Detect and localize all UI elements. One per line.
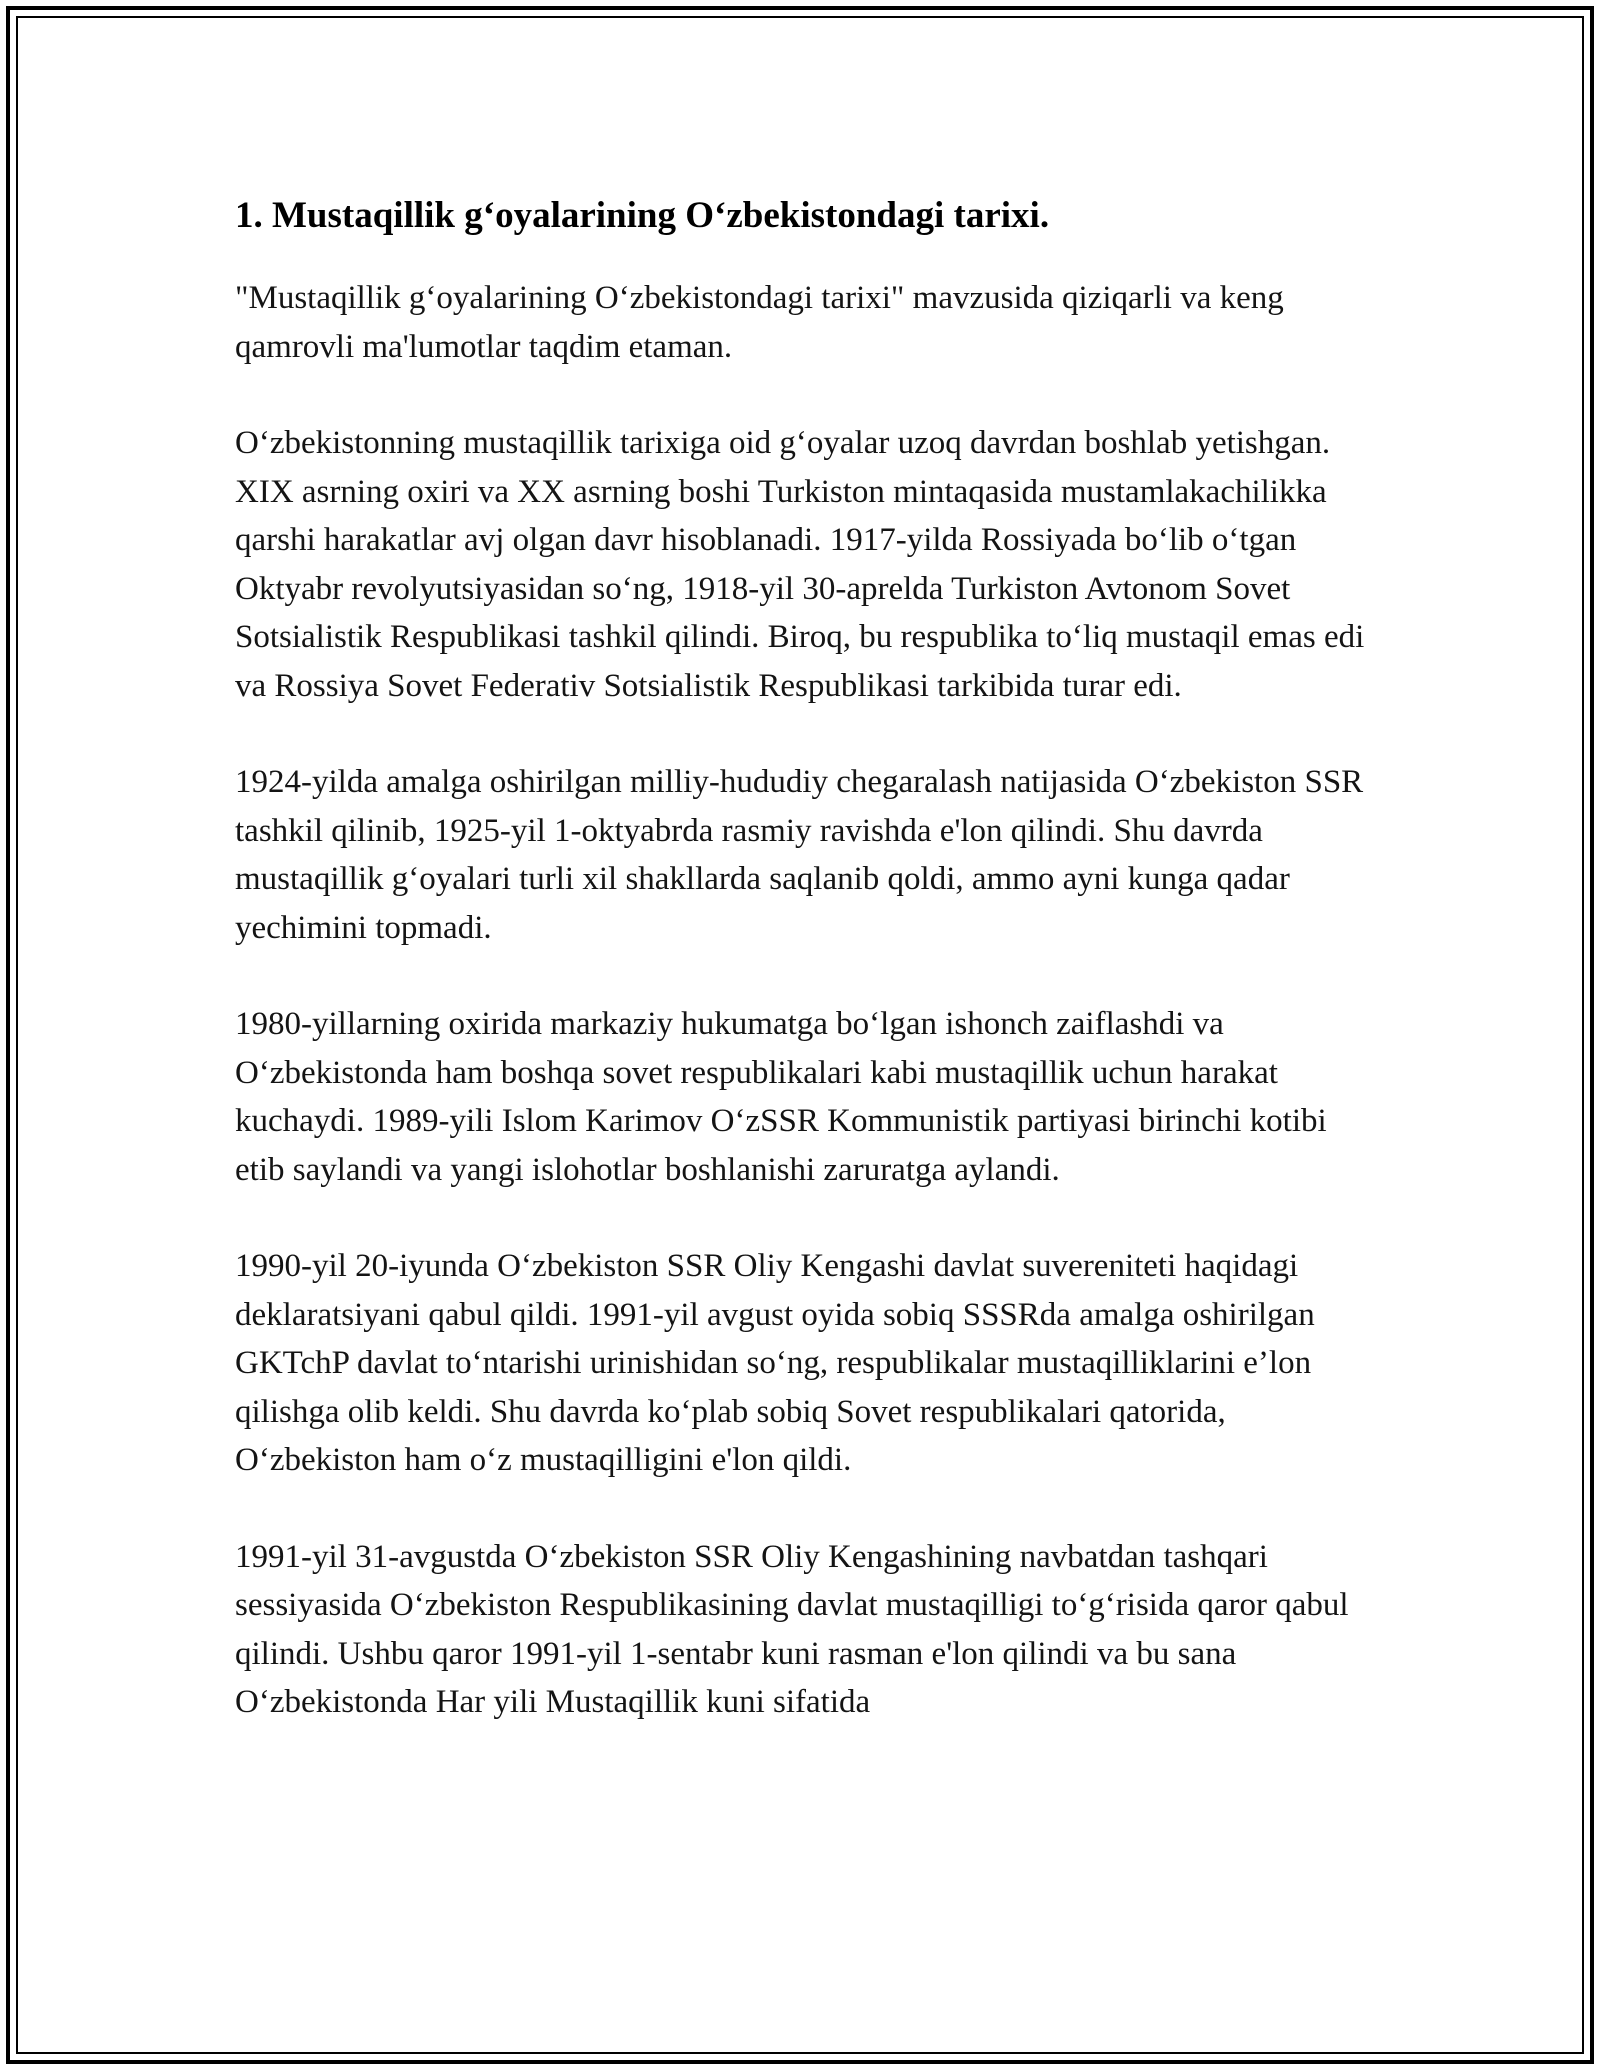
document-body [235,188,1375,1727]
paragraph-1980s: 1980-yillarning oxirida markaziy hukumatga bo‘lgan ishonch zaiflashdi va O‘zbekistonda ham boshqa sovet respublikalari kabi mustaqillik uchun harakat kuchaydi. 1989-yili Islom Karimov O‘zSSR Kommunistik partiyasi birinchi kotibi etib saylandi va yangi islohotlar boshlanishi zaruratga aylandi. [235,1006,1327,1188]
paragraph-1990-sovereignty: 1990-yil 20-iyunda O‘zbekiston SSR Oliy Kengashi davlat suvereniteti haqidagi deklaratsiyani qabul qildi. 1991-yil avgust oyida sobiq SSSRda amalga oshirilgan GKTchP davlat to‘ntarishi urinishidan so‘ng, respublikalar mustaqilliklarini e’lon qilishga olib keldi. Shu davrda ko‘plab sobiq Sovet respublikalari qatorida, O‘zbekiston ham o‘z mustaqilligini e'lon qildi. [235,1248,1315,1478]
paragraph-turkistan-history: O‘zbekistonning mustaqillik tarixiga oid g‘oyalar uzoq davrdan boshlab yetishgan. XIX asrning oxiri va XX asrning boshi Turkiston mintaqasida mustamlakachilikka qarshi harakatlar avj olgan davr hisoblanadi. 1917-yilda Rossiyada bo‘lib o‘tgan Oktyabr revolyutsiyasidan so‘ng, 1918-yil 30-aprelda Turkiston Avtonom Sovet Sotsialistik Respublikasi tashkil qilindi. Biroq, bu respublika to‘liq mustaqil emas edi va Rossiya Sovet Federativ Sotsialistik Respublikasi tarkibida turar edi. [235,425,1365,704]
paragraph-uzbek-ssr: 1924-yilda amalga oshirilgan milliy-hududiy chegaralash natijasida O‘zbekiston SSR tashkil qilinib, 1925-yil 1-oktyabrda rasmiy ravishda e'lon qilindi. Shu davrda mustaqillik g‘oyalari turli xil shakllarda saqlanib qoldi, ammo ayni kunga qadar yechimini topmadi. [235,764,1364,946]
page-title: 1. Mustaqillik g‘oyalarining O‘zbekistondagi tarixi. [235,195,1050,236]
intro-paragraph: "Mustaqillik g‘oyalarining O‘zbekistondagi tarixi" mavzusida qiziqarli va keng qamrovli ma'lumotlar taqdim etaman. [235,280,1284,365]
paragraph-1991-independence: 1991-yil 31-avgustda O‘zbekiston SSR Oliy Kengashining navbatdan tashqari sessiyasida O‘zbekiston Respublikasining davlat mustaqilligi to‘g‘risida qaror qabul qilindi. Ushbu qaror 1991-yil 1-sentabr kuni rasman e'lon qilindi va bu sana O‘zbekistonda Har yili Mustaqillik kuni sifatida [235,1538,1349,1720]
